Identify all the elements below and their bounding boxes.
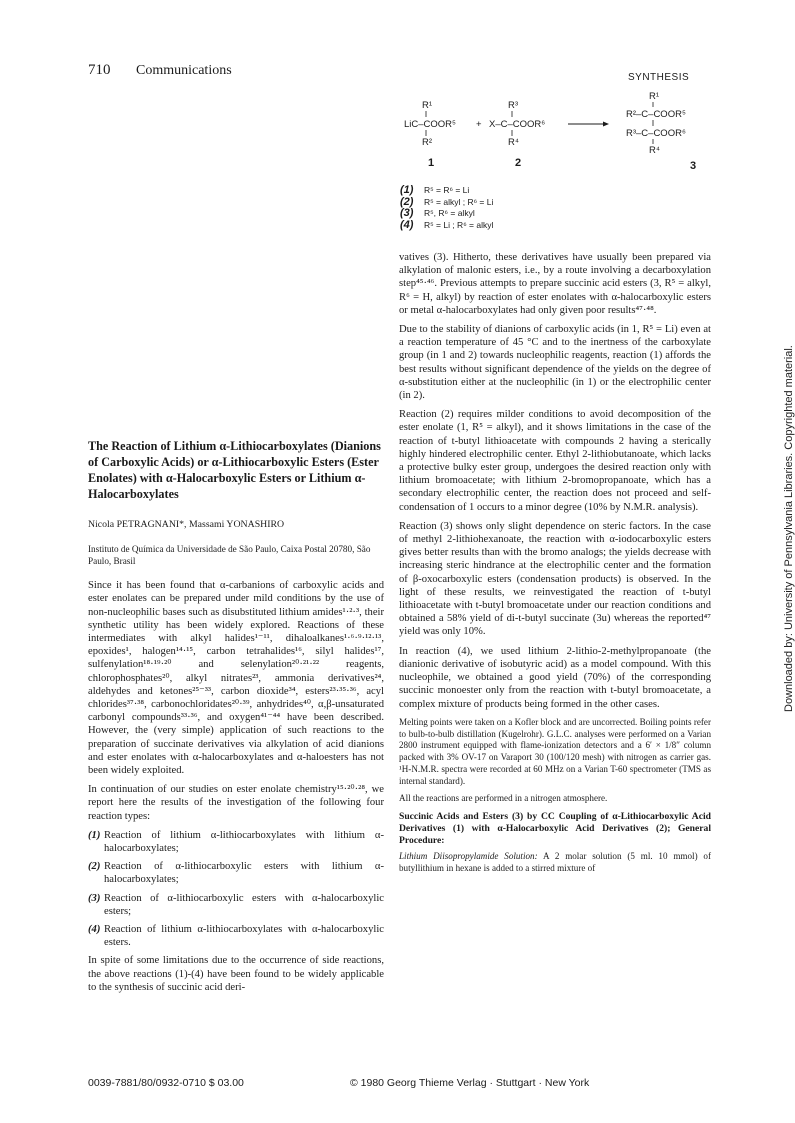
r2-mid: X–C–COOR⁶ (489, 119, 546, 130)
legend-row: (3) R⁵, R⁶ = alkyl (400, 207, 475, 219)
r1-mid: LiC–COOR⁵ (404, 119, 456, 130)
p-line2: R³–C–COOR⁶ (626, 128, 686, 139)
reaction-type-item: (2) Reaction of α-lithiocarboxylic esters with lithium α-halocarboxylates; (88, 861, 384, 886)
experimental-paragraph-1: Melting points were taken on a Kofler block and are uncorrected. Boiling points refer to bulb-to-bulb distillation (Kugelrohr). G.L.C. analyses were performed on a Varian 2800 instrument equipped with flame-ionization detectors and a 6′ × 1/8″ column packed with 3% OV-17 on Varaport 30 (100/120 mesh) with nitrogen as carrier gas. ¹H-N.M.R. spectra were recorded at 60 MHz on a Varian T-60 spectrometer (TMS as internal standard). (399, 716, 711, 786)
reaction-type-item: (4) Reaction of lithium α-lithiocarboxylates with α-halocarboxylic esters. (88, 924, 384, 949)
procedure-text: A 2 molar solution (5 ml. 10 mmol) of butyllithium in hexane is added to a stirred mixture of (399, 851, 711, 874)
r1-top: R¹ (422, 100, 433, 111)
legend-row: (2) R⁵ = alkyl ; R⁶ = Li (400, 195, 494, 208)
reaction-type-item: (3) Reaction of α-lithiocarboxylic esters with α-halocarboxylic esters; (88, 892, 384, 917)
p-r1: R¹ (649, 91, 660, 102)
reaction-arrow-head (603, 122, 609, 127)
procedure-paragraph (399, 851, 711, 875)
body-paragraph-3: Reaction (2) requires milder conditions to avoid decomposition of the ester enolate (1, R⁵ = alkyl), and it shows limitations in the case of the reaction of t-butyl lithioacetate with compounds 2 having a sterically highly hindered electrophilic center. Ethyl 2-lithiobutanoate, which lacks a protective bulky ester group, undergoes the desired reaction only with lithium bromoacetate; with lithium 2-bromopropanoate, which has a secondary electrophilic center, the reaction does not proceed and self-condensation of 1 occurs to a minor degree (10% by N.M.R. analysis). (399, 409, 711, 513)
r1-bot: R² (422, 137, 433, 148)
intro-paragraph-1: Since it has been found that α-carbanions of carboxylic acids and ester enolates can be prepared under mild conditions by the use of non-nucleophilic bases such as disubstituted lithium amides¹·²·³, their synthetic utility has been widely explored. Reactions of these intermediates with alkyl halides¹⁻¹¹, dihaloalkanes¹·⁶·⁹·¹²·¹³, epoxides¹, halogen¹⁴·¹⁵, carbon tetrahalides¹⁶, silyl halides¹⁷, sulfenylation¹⁸·¹⁹·²⁰ and selenylation²⁰·²¹·²² reagents, chlorophosphates²⁰, alkyl nitrates²³, ammonia derivatives²⁴, aldehydes and ketones²⁵⁻³³, carbon dioxide³⁴, esters²³·³⁵·³⁶, acyl chlorides³⁷·³⁸, carbonochloridates²⁰·³⁹, anhydrides⁴⁰, α,β-unsaturated carbonyl compounds³³·³⁶, and oxygen⁴¹⁻⁴⁴ have been described. However, the (very simple) application of such reactions to the preparation of succinate derivatives via alkylation of acid dianions and ester enolates with α-halocarboxylates and α-haloesters has not been widely exploited. (88, 580, 384, 777)
body-paragraph-5: In reaction (4), we used lithium 2-lithio-2-methylpropanoate (the dianionic derivative of isobutyric acid) as a model compound. With this nucleophile, we obtained a good yield (70%) of the corresponding succinic monoester only from the reaction with t-butyl bromoacetate, a complex mixture of products being formed in the other cases. (399, 645, 711, 710)
p-r4: R⁴ (649, 145, 660, 156)
left-column (88, 438, 384, 1000)
substituent-legend (400, 185, 493, 231)
body-paragraph-4: Reaction (3) shows only slight dependence on steric factors. In the case of methyl 2-lithiohexanoate, the reaction with α-iodocarboxylic esters gives better results than with the bromo analogs; the yields decrease with increasing steric hindrance at the electrophilic center and the formation of β-oxocarboxylic esters (condensation products) is observed. In the light of these results, we reinvestigated the reaction of t-butyl lithioacetate with t-butyl bromoacetate under our reaction conditions and obtained a 58% yield of di-t-butyl succinate (3u) whereas the reported⁴⁷ yield was only 10%. (399, 520, 711, 638)
download-notice: Downloaded by: University of Pennsylvania Libraries. Copyrighted material. (783, 345, 795, 712)
compound-label-2: 2 (515, 157, 522, 169)
article-code: 0039-7881/80/0932-0710 $ 03.00 (88, 1077, 244, 1089)
compound-label-3: 3 (690, 160, 697, 172)
reaction-type-item: (1) Reaction of lithium α-lithiocarboxylates with lithium α-halocarboxylates; (88, 829, 384, 855)
running-header (88, 62, 232, 79)
journal-name: SYNTHESIS (628, 72, 690, 83)
body-paragraph-2: Due to the stability of dianions of carboxylic acids (in 1, R⁵ = Li) even at a reaction temperature of 45 °C and to the inertness of the carboxylate group (in 1 and 2) towards nucleophilic reagents, reaction (1) affords the best results without significant dependence of the yields on the degree of α-substitution either at the nucleophilic (in 1) or the electrophilic center (in 2). (399, 324, 711, 402)
right-column (399, 251, 711, 881)
copyright-line: © 1980 Georg Thieme Verlag · Stuttgart · New York (350, 1077, 590, 1089)
plus-sign: + (476, 119, 482, 130)
affiliation: Instituto de Química da Universidade de São Paulo, Caixa Postal 20780, São Paulo, Brasil (88, 544, 371, 567)
page-number: 710 (88, 62, 111, 78)
article-title: The Reaction of Lithium α-Lithiocarboxylates (Dianions of Carboxylic Acids) or α-Lithiocarboxylic Esters (Ester Enolates) with α-Halocarboxylic Esters or Lithium α-Halocarboxylates (88, 439, 381, 501)
r2-bot: R⁴ (508, 137, 519, 148)
reaction-scheme (400, 90, 725, 180)
intro-paragraph-2: In continuation of our studies on ester enolate chemistry¹⁵·²⁰·²⁸, we report here the results of the investigation of the following four reaction types: (88, 784, 384, 822)
procedure-label: Lithium Diisopropylamide Solution: (399, 851, 538, 862)
legend-row: (1) R⁵ = R⁶ = Li (400, 184, 470, 196)
section-name: Communications (136, 63, 232, 78)
procedure-heading: Succinic Acids and Esters (3) by CC Coupling of α-Lithiocarboxylic Acid Derivatives (1) with α-Halocarboxylic Acid Derivatives (2); General Procedure: (399, 811, 711, 847)
body-paragraph-1: vatives (3). Hitherto, these derivatives have usually been prepared via alkylation of malonic esters, i.e., by a route involving a decarboxylation step⁴⁵·⁴⁶. Previous attempts to prepare succinic acid esters (3, R⁵ = alkyl, R⁶ = H, alkyl) by reaction of ester enolates with α-halocarboxylic esters or metal α-halocarboxylates had only given poor results⁴⁷·⁴⁸. (399, 252, 711, 316)
intro-paragraph-3: In spite of some limitations due to the occurrence of side reactions, the above reactions (1)-(4) have been found to be widely applicable to the synthesis of succinic acid deri- (88, 955, 384, 993)
legend-row: (4) R⁵ = Li ; R⁶ = alkyl (400, 218, 494, 231)
r2-top: R³ (508, 100, 519, 111)
experimental-paragraph-2: All the reactions are performed in a nitrogen atmosphere. (399, 793, 608, 804)
authors: Nicola PETRAGNANI*, Massami YONASHIRO (88, 519, 285, 530)
p-line1: R²–C–COOR⁵ (626, 109, 686, 120)
compound-label-1: 1 (428, 157, 435, 169)
